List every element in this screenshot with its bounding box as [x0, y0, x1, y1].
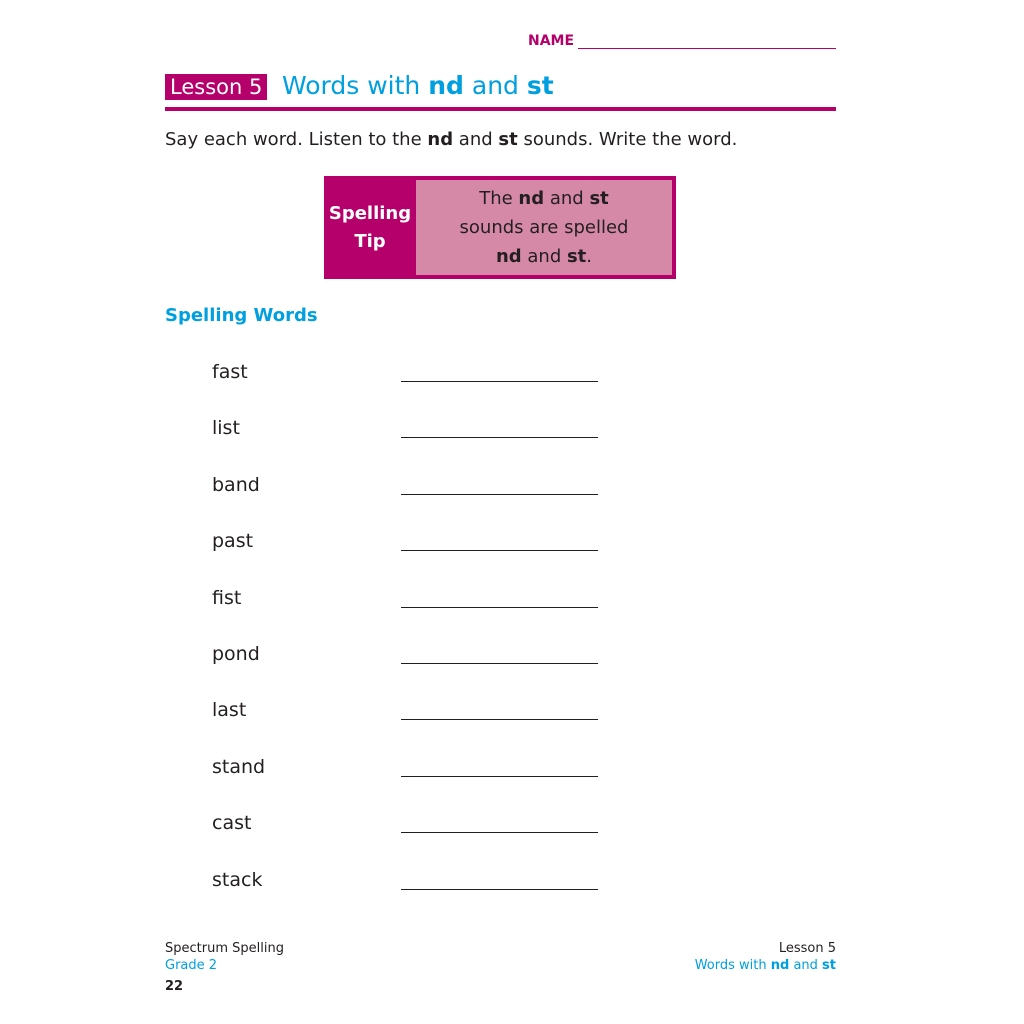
spelling-word: cast: [212, 812, 252, 835]
word-row: [212, 469, 612, 525]
answer-line[interactable]: [401, 381, 598, 382]
word-row: [212, 864, 612, 920]
answer-line[interactable]: [401, 832, 598, 833]
spelling-word: fast: [212, 361, 248, 383]
word-row: [212, 412, 612, 468]
answer-line[interactable]: [401, 550, 598, 551]
spelling-word: last: [212, 699, 247, 722]
spelling-word: fist: [212, 586, 242, 609]
spelling-word-list: [212, 356, 612, 920]
lesson-header: [165, 70, 836, 110]
answer-line[interactable]: [401, 607, 598, 608]
name-label: NAME: [528, 33, 575, 49]
footer-left: [165, 940, 284, 995]
name-field[interactable]: [528, 33, 836, 51]
answer-line[interactable]: [401, 776, 598, 777]
spelling-word: past: [212, 530, 254, 553]
footer-topic: Words with nd and st: [694, 958, 836, 973]
answer-line[interactable]: [401, 437, 598, 438]
spelling-tip-box: [324, 176, 676, 279]
footer-lesson: Lesson 5: [778, 941, 836, 956]
word-row: [212, 582, 612, 638]
word-row: [212, 751, 612, 807]
footer-grade: Grade 2: [165, 958, 218, 973]
answer-line[interactable]: [401, 663, 598, 664]
word-row: [212, 525, 612, 581]
instructions: Say each word. Listen to the nd and st sounds. Write the word.: [165, 129, 738, 150]
lesson-title: Words with nd and st: [282, 71, 554, 100]
spelling-tip-text: The nd and st sounds are spelled nd and st.: [416, 180, 672, 275]
word-row: [212, 694, 612, 750]
answer-line[interactable]: [401, 889, 598, 890]
word-row: [212, 807, 612, 863]
footer-series: Spectrum Spelling: [165, 941, 284, 956]
answer-line[interactable]: [401, 719, 598, 720]
page-number: 22: [165, 979, 184, 994]
header-rule: [165, 107, 836, 111]
name-line[interactable]: [578, 48, 836, 49]
answer-line[interactable]: [401, 494, 598, 495]
spelling-word: band: [212, 473, 260, 496]
word-row: [212, 638, 612, 694]
spelling-word: pond: [212, 642, 260, 665]
spelling-word: list: [212, 417, 240, 440]
lesson-badge: Lesson 5: [165, 74, 267, 100]
footer-right: [695, 940, 836, 974]
spelling-word: stack: [212, 868, 263, 891]
section-title: Spelling Words: [165, 305, 318, 326]
word-row: [212, 356, 612, 412]
spelling-tip-label: Spelling Tip: [328, 202, 412, 252]
spelling-word: stand: [212, 755, 266, 778]
